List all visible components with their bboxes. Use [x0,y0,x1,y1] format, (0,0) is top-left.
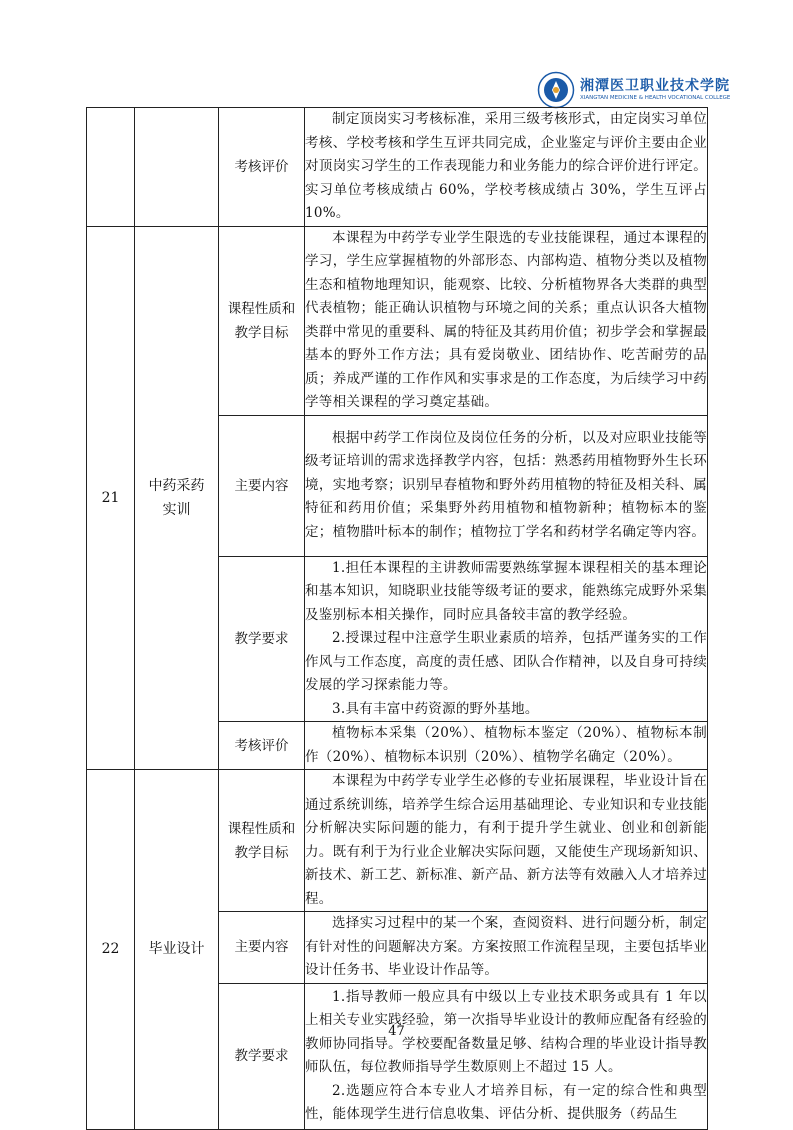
course-name-line2: 实训 [162,501,191,518]
requirement-item: 1.担任本课程的主讲教师需要熟练掌握本课程相关的基本理论和基本知识，知晓职业技能等级考证的要求，能熟练完成野外采集及鉴别标本相关操作，同时应具备较丰富的教学经验。 [305,559,707,623]
assessment-label: 考核评价 [219,722,305,770]
requirement-item: 1.指导教师一般应具有中级以上专业技术职务或具有 1 年以上相关专业实践经验，第一次指导毕业设计的教师应配备有经验的教师协同指导。学校要配备数量足够、结构合理的毕业设计指导教师队伍，每位教师指导学生数原则上不超过 15 人。 [305,988,707,1075]
nature-label-line1: 课程性质和 [227,820,296,837]
requirement-item: 2.选题应符合本专业人才培养目标，有一定的综合性和典型性，能体现学生进行信息收集、评估分析、提供服务（药品生 [305,1082,707,1122]
assessment-text: 植物标本采集（20%）、植物标本鉴定（20%）、植物标本制作（20%）、植物标本识别（20%）、植物学名确定（20%）。 [305,722,708,770]
requirements-label: 教学要求 [219,556,305,722]
course-name-line1: 中药采药 [148,477,205,494]
nature-label-line2: 教学目标 [234,324,289,341]
content-label: 主要内容 [219,912,305,984]
table-row [87,108,708,227]
requirements-text [305,983,708,1129]
content-text: 选择实习过程中的某一个案，查阅资料、进行问题分析，制定有针对性的问题解决方案。方案按照工作流程呈现，主要包括毕业设计任务书、毕业设计作品等。 [305,912,708,984]
college-logo [537,71,737,111]
requirements-label: 教学要求 [219,983,305,1129]
nature-label-line1: 课程性质和 [227,300,296,317]
page-number: 47 [388,1024,405,1039]
nature-label [219,226,305,415]
number-cell-empty [87,108,135,227]
nature-text: 本课程为中药学专业学生必修的专业拓展课程，毕业设计旨在通过系统训练，培养学生综合运用基础理论、专业知识和专业技能分析解决实际问题的能力，有利于提升学生就业、创业和创新能力。既有利于为行业企业解决实际问题，又能使生产现场新知识、新技术、新工艺、新标准、新产品、新方法等有效融入人才培养过程。 [305,770,708,912]
requirement-item: 2.授课过程中注意学生职业素质的培养，包括严谨务实的工作作风与工作态度，高度的责任感、团队合作精神，以及自身可持续发展的学习探索能力等。 [305,630,707,693]
table-row [87,226,708,415]
course-number: 22 [87,770,135,1130]
course-name: 毕业设计 [135,770,219,1130]
assessment-label: 考核评价 [219,108,305,227]
course-name [135,226,219,770]
course-cell-empty [135,108,219,227]
content-text: 根据中药学工作岗位及岗位任务的分析，以及对应职业技能等级考证培训的需求选择教学内容，包括：熟悉药用植物野外生长环境，实地考察；识别早春植物和野外药用植物的特征及相关科、属特征和药用价值；采集野外药用植物和植物新种；植物标本的鉴定；植物腊叶标本的制作；植物拉丁学名和药材学名确定等内容。 [305,415,708,556]
logo-english-name: XIANGTAN MEDICINE & HEALTH VOCATIONAL COLLEGE [580,95,731,101]
nature-label [219,770,305,912]
course-number: 21 [87,226,135,770]
content-label: 主要内容 [219,415,305,556]
college-emblem-icon [537,71,575,109]
table-row [87,770,708,912]
nature-text: 本课程为中药学专业学生限选的专业技能课程，通过本课程的学习，学生应掌握植物的外部形态、内部构造、植物分类以及植物生态和植物地理知识，能观察、比较、分析植物界各大类群的典型代表植物；能正确认识植物与环境之间的关系；重点认识各大植物类群中常见的重要科、属的特征及其药用价值；初步学会和掌握最基本的野外工作方法；具有爱岗敬业、团结协作、吃苦耐劳的品质；养成严谨的工作作风和实事求是的工作态度，为后续学习中药学等相关课程的学习奠定基础。 [305,226,708,415]
requirement-item: 3.具有丰富中药资源的野外基地。 [332,700,539,717]
logo-chinese-name: 湘潭医卫职业技术学院 [580,78,730,94]
assessment-text: 制定顶岗实习考核标准，采用三级考核形式，由定岗实习单位考核、学校考核和学生互评共同完成，企业鉴定与评价主要由企业对顶岗实习学生的工作表现能力和业务能力的综合评价进行评定。实习单位考核成绩占 60%，学校考核成绩占 30%，学生互评占 10%。 [305,108,708,227]
requirements-text [305,556,708,722]
nature-label-line2: 教学目标 [234,844,289,861]
curriculum-table [86,107,708,1130]
